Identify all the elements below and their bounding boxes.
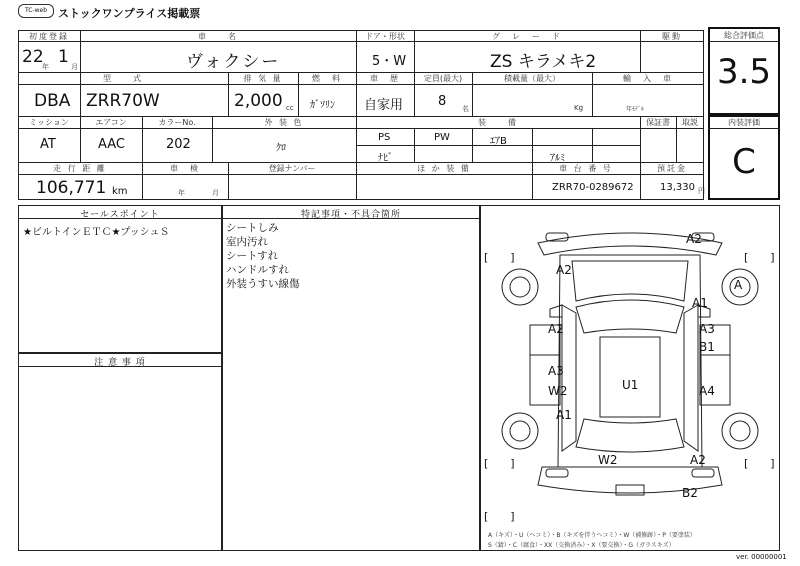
equip-pw: PW <box>434 132 450 143</box>
note-item: シートすれ <box>226 250 279 262</box>
aircon: AAC <box>98 137 125 152</box>
note-item: 室内汚れ <box>226 236 268 248</box>
door-label: ドア・形状 <box>365 32 405 41</box>
mark-a3-right: A3 <box>699 322 715 336</box>
vehicle-name: ヴォクシー <box>186 52 281 72</box>
model: ZRR70W <box>86 91 160 111</box>
mark-a1-left: A1 <box>556 408 572 422</box>
legend-line-1: A（キズ）・U（ヘコミ）・B（キズを伴うヘコミ）・W（補修跡）・P（要塗装） <box>488 532 696 539</box>
mark-a4-right: A4 <box>699 384 715 398</box>
door-type: 5・W <box>372 54 407 69</box>
caution-title: 注 意 事 項 <box>94 358 146 368</box>
mark-a2-front: A2 <box>686 232 702 246</box>
caution-panel <box>18 353 222 551</box>
mark-a3-left: A3 <box>548 364 564 378</box>
overall-score-label: 総合評価点 <box>724 31 764 40</box>
mark-b2-rear: B2 <box>682 486 698 500</box>
displacement: 2,000 <box>234 91 283 111</box>
mission: AT <box>40 137 56 152</box>
mark-a2-rear: A2 <box>690 453 706 467</box>
equip-airbag: ｴｱB <box>490 136 507 147</box>
interior-score-label: 内装評価 <box>728 118 760 127</box>
recycle-fee: 13,330 <box>660 182 695 193</box>
history: 自家用 <box>364 98 404 113</box>
notes-title: 特記事項・不具合箇所 <box>300 210 401 220</box>
grade: ZS キラメキ2 <box>490 52 597 72</box>
grade-label: グ レ ー ド <box>492 32 562 41</box>
note-item: シートしみ <box>226 222 279 234</box>
color-no: 202 <box>166 137 191 152</box>
chassis-number: ZRR70-0289672 <box>552 182 634 193</box>
mark-a2-left-front: A2 <box>556 263 572 277</box>
mark-w2-left: W2 <box>548 384 568 398</box>
reg-year: 22 <box>22 47 44 67</box>
mark-a2-left-door: A2 <box>548 322 564 336</box>
sales-point-title: セールスポイント <box>80 210 160 220</box>
name-label: 車 名 <box>198 32 238 41</box>
equip-alumi: ｱﾙﾐ <box>550 153 565 164</box>
mark-w2-rear: W2 <box>598 453 618 467</box>
bracket: [ ] <box>744 457 775 470</box>
bracket: [ ] <box>484 251 515 264</box>
fuel: ｶﾞｿﾘﾝ <box>310 100 335 111</box>
legend-line-2: S（錆）・C（腐食）・XX（交換済み）・X（要交換）・G（ガラスキズ） <box>488 542 675 549</box>
ext-color: ｸﾛ <box>276 143 286 154</box>
drive-label: 駆動 <box>662 32 682 41</box>
sales-point-text: ★ビルトインＥＴＣ★プッシュＳ <box>23 227 170 238</box>
header-logo: TC-web <box>18 4 54 18</box>
mark-a-right-wheel: A <box>734 278 743 292</box>
bracket: [ ] <box>484 457 515 470</box>
reg-label: 初度登録 <box>29 32 69 41</box>
interior-score: C <box>732 142 756 182</box>
equip-ps: PS <box>378 132 391 143</box>
overall-score: 3.5 <box>716 52 772 92</box>
note-item: ハンドルすれ <box>226 264 289 276</box>
mark-a1-right: A1 <box>692 296 708 310</box>
notes-list <box>226 221 300 291</box>
bracket: [ ] <box>484 510 515 523</box>
page-title: ストックワンプライス掲載票 <box>58 7 201 20</box>
equip-navi: ﾅﾋﾞ <box>378 153 393 164</box>
bracket: [ ] <box>744 251 775 264</box>
capacity: 8 <box>438 94 447 109</box>
note-item: 外装うすい線傷 <box>226 278 300 290</box>
mark-b1-right: B1 <box>699 340 715 354</box>
version-text: ver. 00000001 <box>736 553 787 561</box>
reg-month: 1 <box>58 47 69 67</box>
mileage: 106,771 <box>36 178 107 198</box>
model-prefix: DBA <box>34 91 71 111</box>
mark-u1-roof: U1 <box>622 378 639 392</box>
